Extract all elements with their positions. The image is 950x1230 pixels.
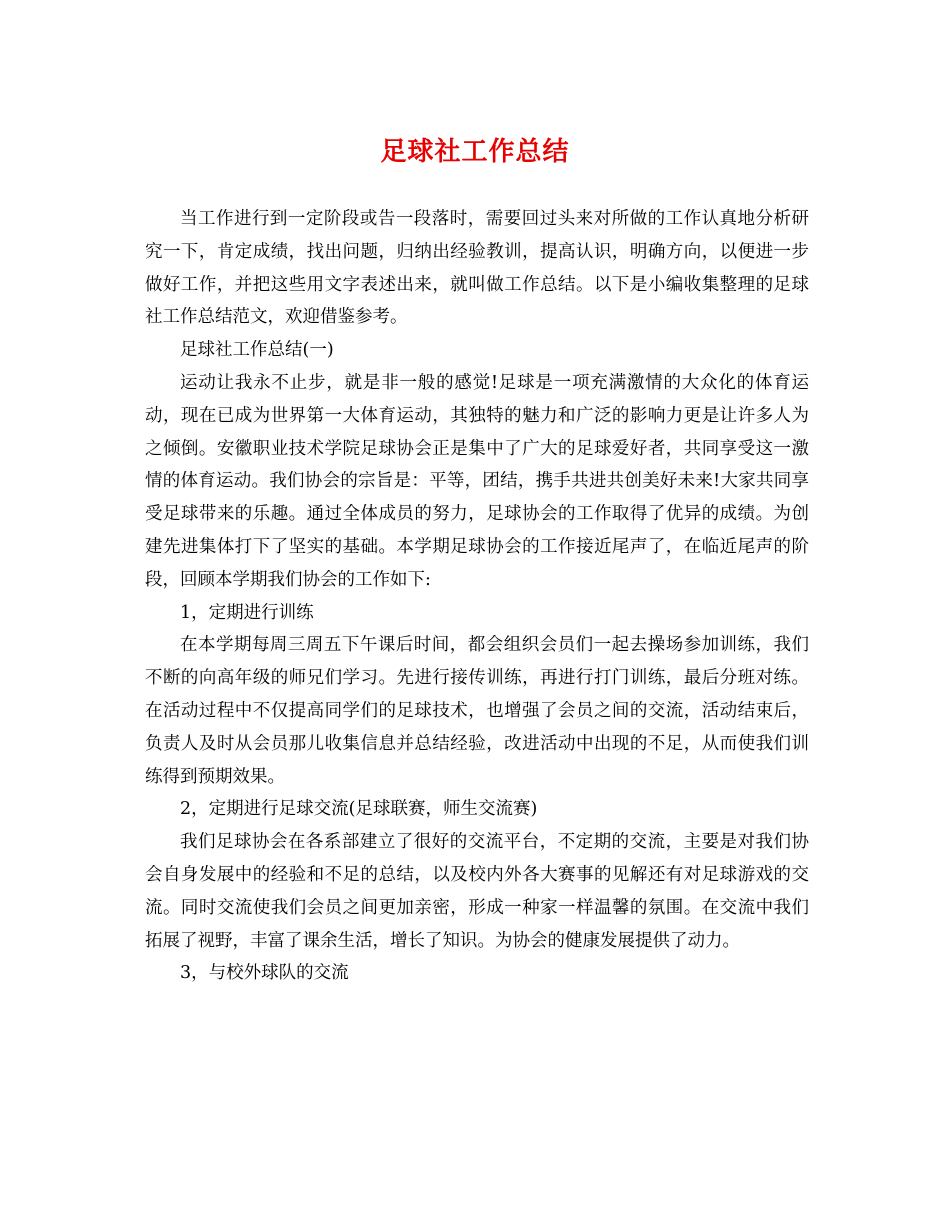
body-paragraph: 在本学期每周三周五下午课后时间，都会组织会员们一起去操场参加训练，我们不断的向高年级的师兄们学习。先进行接传训练，再进行打门训练，最后分班对练。在活动过程中不仅提高同学们的足球技术，也增强了会员之间的交流，活动结束后，负责人及时从会员那儿收集信息并总结经验，改进活动中出现的不足，从而使我们训练得到预期效果。 (145, 635, 809, 787)
section-heading: 足球社工作总结(一) (180, 340, 334, 361)
body-paragraph: 运动让我永不止步，就是非一般的感觉!足球是一项充满激情的大众化的体育运动，现在已成为世界第一大体育运动，其独特的魅力和广泛的影响力更是让许多人为之倾倒。安徽职业技术学院足球协会正是集中了广大的足球爱好者，共同享受这一激情的体育运动。我们协会的宗旨是：平等，团结，携手共进共创美好未来!大家共同享受足球带来的乐趣。通过全体成员的努力，足球协会的工作取得了优异的成绩。为创建先进集体打下了坚实的基础。本学期足球协会的工作接近尾声了，在临近尾声的阶段，回顾本学期我们协会的工作如下: (145, 372, 809, 590)
body-paragraph: 我们足球协会在各系部建立了很好的交流平台，不定期的交流，主要是对我们协会自身发展中的经验和不足的总结，以及校内外各大赛事的见解还有对足球游戏的交流。同时交流使我们会员之间更加亲密，形成一种家一样温馨的氛围。在交流中我们拓展了视野，丰富了课余生活，增长了知识。为协会的健康发展提供了动力。 (145, 832, 809, 951)
section-heading: 2，定期进行足球交流(足球联赛，师生交流赛) (180, 799, 538, 820)
section-heading: 3，与校外球队的交流 (180, 963, 349, 984)
document-title: 足球社工作总结 (380, 137, 570, 167)
intro-paragraph: 当工作进行到一定阶段或告一段落时，需要回过头来对所做的工作认真地分析研究一下，肯定成绩，找出问题，归纳出经验教训，提高认识，明确方向，以便进一步做好工作，并把这些用文字表述出来，就叫做工作总结。以下是小编收集整理的足球社工作总结范文，欢迎借鉴参考。 (145, 209, 809, 328)
document-body (145, 203, 809, 990)
section-heading: 1，定期进行训练 (180, 602, 314, 623)
